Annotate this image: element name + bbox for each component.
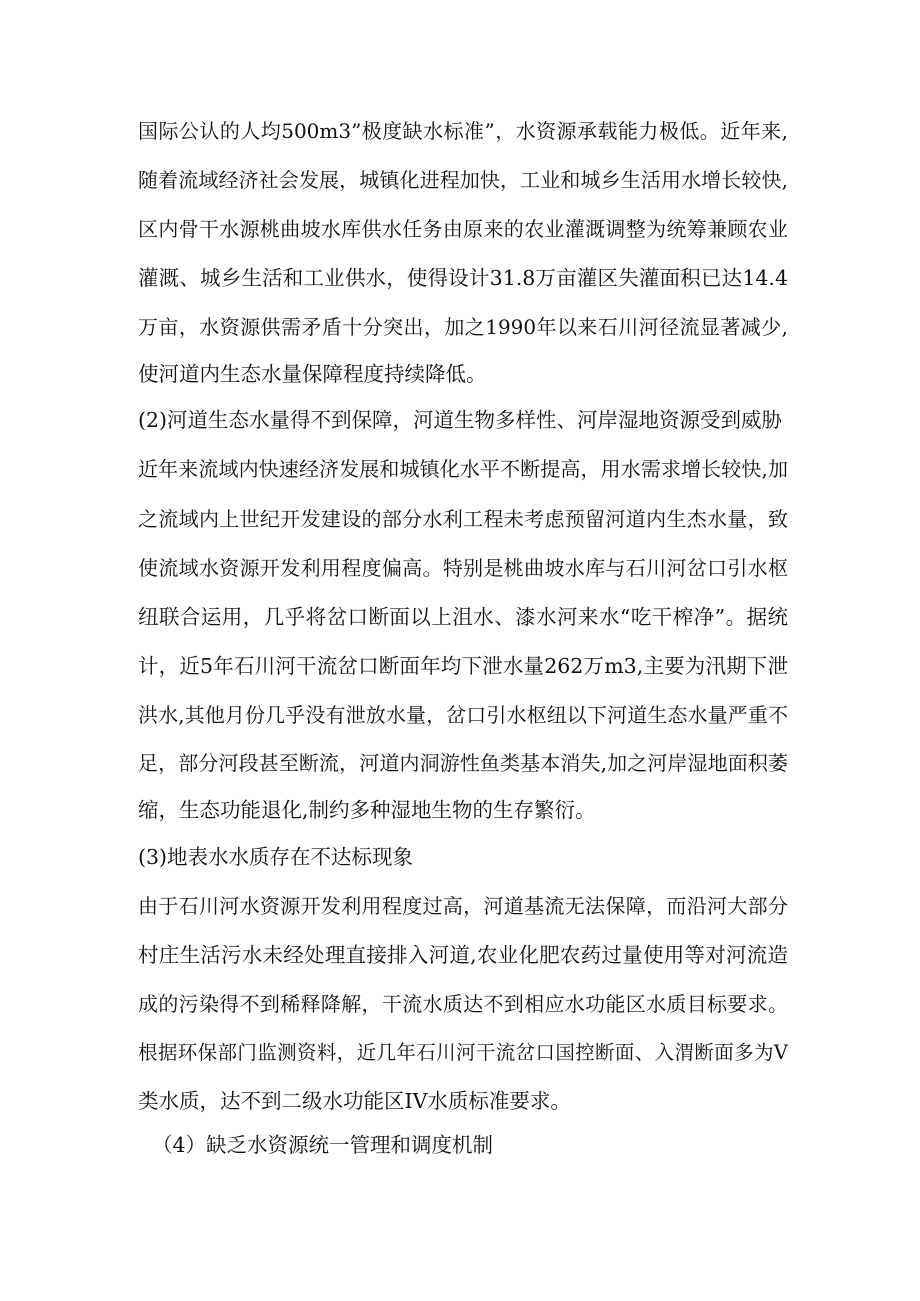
paragraph2-line-3: 使流域水资源开发利用程度偏高。特别是桃曲坡水库与石川河岔口引水枢 [138, 556, 788, 580]
section-heading-3: (3)地表水水质存在不达标现象 [138, 845, 414, 869]
paragraph3-line-4: 根据环保部门监测资料，近几年石川河干流岔口国控断面、入渭断面多为V [138, 1041, 788, 1064]
section-heading-4: （4）缺乏水资源统一管理和调度机制 [152, 1133, 494, 1157]
paragraph2-line-8: 缩，生态功能退化,制约多种湿地生物的生存繁衍。 [138, 798, 596, 822]
paragraph2-line-7: 足，部分河段甚至断流，河道内洞游性鱼类基本消失,加之河岸湿地面积萎 [138, 751, 788, 775]
paragraph2-line-1: 近年来流域内快速经济发展和城镇化水平不断提高，用水需求增长较快,加 [138, 457, 788, 481]
paragraph3-line-2: 村庄生活污水未经处理直接排入河道,农业化肥农药过量使用等对河流造 [138, 943, 788, 967]
paragraph2-line-6: 洪水,其他月份几乎没有泄放水量，岔口引水枢纽以下河道生态水量严重不 [138, 703, 788, 727]
paragraph1-line-3: 区内骨干水源桃曲坡水库供水任务由原来的农业灌溉调整为统筹兼顾农业 [138, 217, 788, 241]
paragraph3-line-3: 成的污染得不到稀释降解，干流水质达不到相应水功能区水质目标要求。 [138, 992, 788, 1016]
paragraph1-line-4: 灌溉、城乡生活和工业供水，使得设计31.8万亩灌区失灌面积已达14.4 [138, 266, 788, 290]
paragraph3-line-1: 由于石川河水资源开发利用程度过高，河道基流无法保障，而沿河大部分 [138, 894, 788, 918]
paragraph3-line-5: 类水质，达不到二级水功能区IV水质标准要求。 [138, 1089, 571, 1113]
paragraph1-line-1: 国际公认的人均500m3”极度缺水标准”，水资源承载能力极低。近年来, [138, 119, 788, 143]
paragraph2-line-5: 计，近5年石川河干流岔口断面年均下泄水量262万m3,主要为汛期下泄 [138, 654, 788, 678]
section-heading-2: (2)河道生态水量得不到保障，河道生物多样性、河岸湿地资源受到威胁 [138, 408, 783, 432]
paragraph1-line-2: 随着流域经济社会发展，城镇化进程加快，工业和城乡生活用水增长较快, [138, 168, 788, 192]
paragraph1-line-5: 万亩，水资源供需矛盾十分突出，加之1990年以来石川河径流显著减少, [138, 315, 788, 339]
paragraph2-line-4: 纽联合运用，几乎将岔口断面以上沮水、漆水河来水“吃干榨净”。据统 [138, 605, 788, 629]
paragraph2-line-2: 之流域内上世纪开发建设的部分水利工程未考虑预留河道内生杰水量，致 [138, 507, 788, 531]
paragraph1-line-6: 使河道内生态水量保障程度持续降低。 [138, 362, 487, 386]
